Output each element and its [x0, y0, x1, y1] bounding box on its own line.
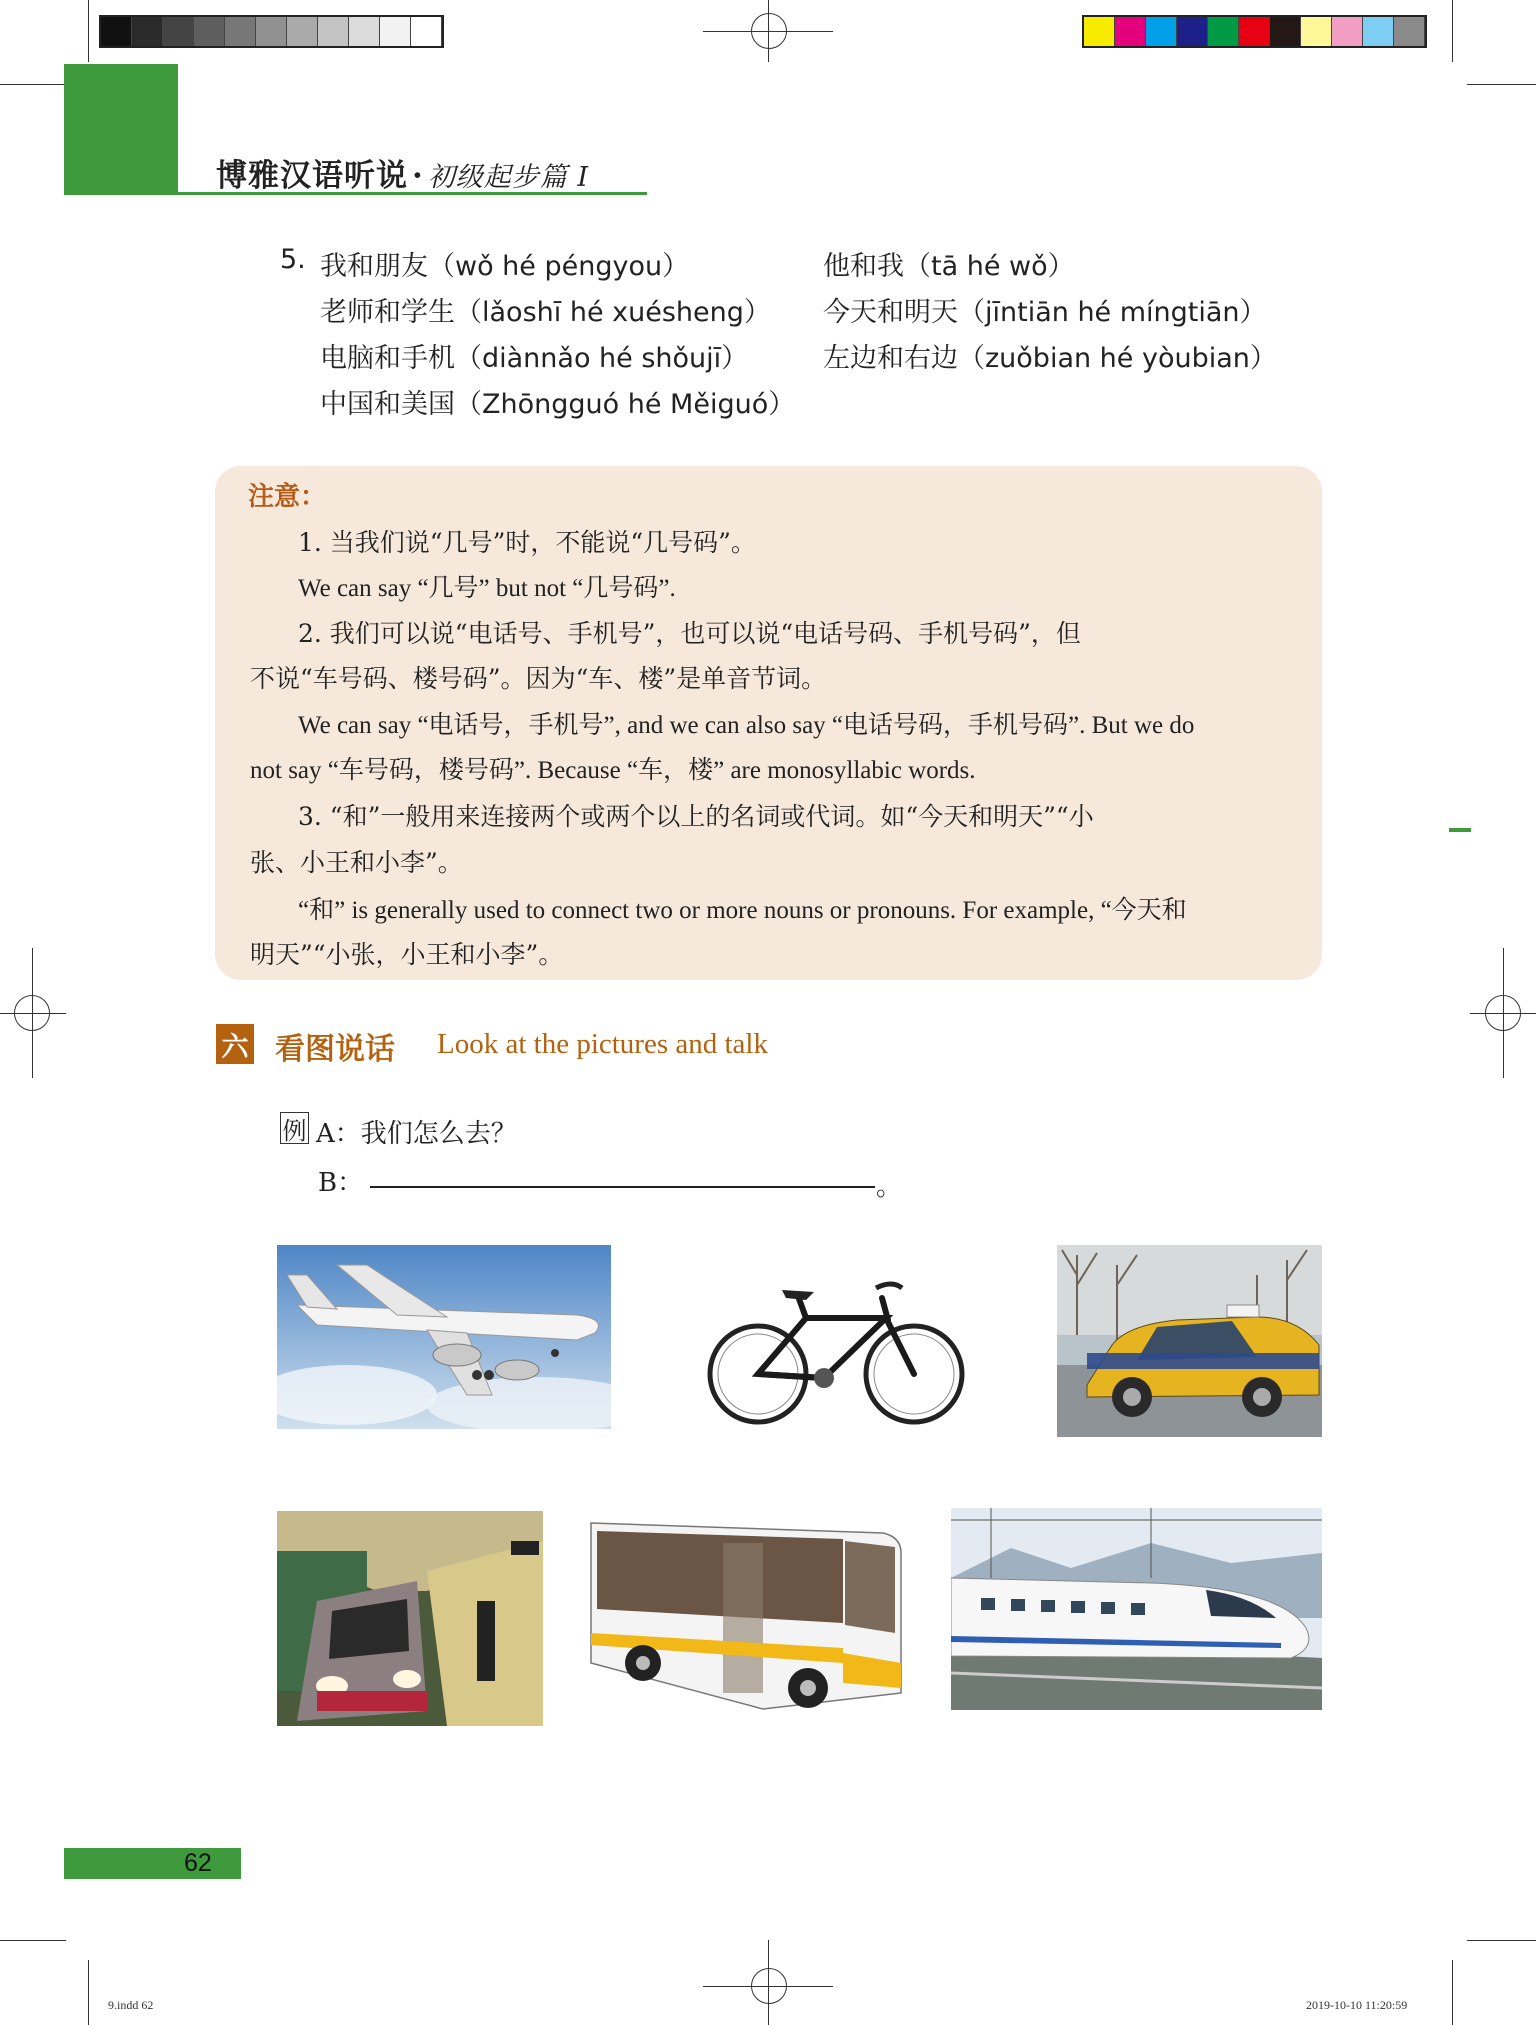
example-label: 例 [280, 1112, 309, 1144]
bicycle-picture [706, 1258, 966, 1433]
note-line: We can say “电话号，手机号”, and we can also say “电话号码，手机号码”. But we do [298, 712, 1195, 739]
note-line: 张、小王和小李”。 [250, 848, 463, 877]
exercise-item: 他和我（tā hé wǒ） [823, 251, 1075, 282]
exercise-item: 中国和美国（Zhōngguó hé Měiguó） [320, 389, 796, 420]
book-title [216, 150, 589, 195]
dialog-line-a: A：我们怎么去？ [316, 1119, 517, 1149]
exercise-item: 我和朋友（wǒ hé péngyou） [320, 251, 690, 282]
header-green-block [64, 64, 178, 194]
section-badge: 六 [216, 1024, 254, 1064]
page-number-bar [64, 1848, 241, 1879]
registration-mark [32, 948, 33, 1078]
subway-picture [277, 1511, 543, 1726]
crop-mark [1467, 84, 1536, 85]
note-line: We can say “几号” but not “几号码”. [298, 575, 676, 602]
book-title-text: 博雅汉语听说 [216, 158, 408, 194]
registration-mark [1503, 948, 1504, 1078]
note-line: 2. 我们可以说“电话号、手机号”，也可以说“电话号码、手机号码”，但 [298, 619, 1081, 648]
dialog-line-b: B： [318, 1168, 364, 1198]
note-title: 注意： [248, 482, 327, 512]
note-line: “和” is generally used to connect two or more nouns or pronouns. For example, “今天和 [298, 897, 1187, 924]
dialog-line-b-end: 。 [876, 1172, 903, 1202]
crop-mark [1452, 0, 1453, 62]
bus-picture [583, 1513, 906, 1722]
exercise-item: 老师和学生（lǎoshī hé xuésheng） [320, 297, 771, 328]
exercise-item: 左边和右边（zuǒbian hé yòubian） [823, 343, 1277, 374]
crop-mark [88, 0, 89, 62]
registration-mark [768, 0, 769, 62]
registration-mark [768, 1940, 769, 2025]
slug-timestamp: 2019-10-10 11:20:59 [1306, 1998, 1408, 2012]
high-speed-train-picture [951, 1508, 1322, 1710]
section-title-chinese: 看图说话 [275, 1032, 395, 1067]
side-tab-mark [1449, 828, 1471, 832]
note-line: not say “车号码，楼号码”. Because “车，楼” are monosyllabic words. [250, 757, 976, 784]
note-line: 不说“车号码、楼号码”。因为“车、楼”是单音节词。 [250, 664, 827, 693]
slug-file: 9.indd 62 [108, 1998, 154, 2012]
crop-mark [88, 1960, 89, 2025]
title-separator: · [412, 158, 424, 194]
crop-mark [1467, 1940, 1536, 1941]
exercise-number: 5. [280, 244, 306, 275]
color-bar [1082, 15, 1427, 48]
crop-mark [0, 84, 66, 85]
exercise-item: 今天和明天（jīntiān hé míngtiān） [823, 297, 1267, 328]
note-line: 明天”“小张，小王和小李”。 [250, 940, 564, 969]
exercise-item: 电脑和手机（diànnǎo hé shǒujī） [320, 343, 749, 374]
note-line: 1. 当我们说“几号”时，不能说“几号码”。 [298, 528, 756, 557]
answer-blank[interactable] [370, 1186, 875, 1188]
book-subtitle: 初级起步篇 I [427, 162, 590, 193]
grayscale-bar [99, 15, 444, 48]
page-number: 62 [184, 1849, 212, 1877]
crop-mark [1452, 1960, 1453, 2025]
crop-mark [0, 1940, 66, 1941]
airplane-picture [277, 1245, 611, 1429]
taxi-picture [1057, 1245, 1322, 1437]
registration-mark [0, 1013, 66, 1014]
note-line: 3. “和”一般用来连接两个或两个以上的名词或代词。如“今天和明天”“小 [298, 802, 1094, 831]
section-title-english: Look at the pictures and talk [437, 1028, 768, 1060]
